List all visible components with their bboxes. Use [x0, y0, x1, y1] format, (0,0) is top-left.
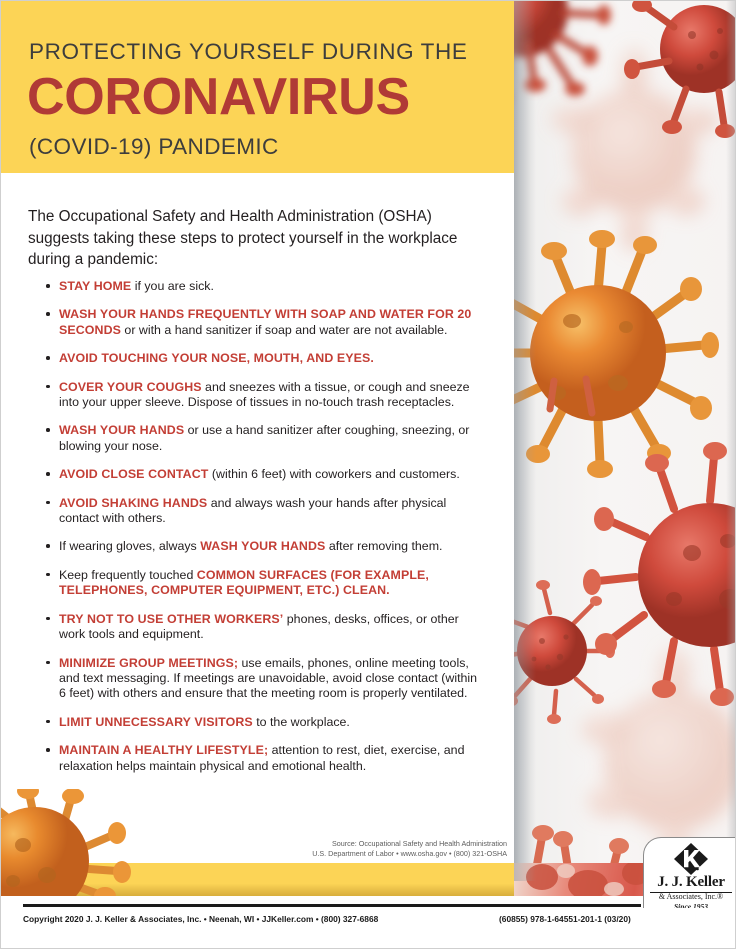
- bullet-lead: MINIMIZE GROUP MEETINGS;: [59, 655, 239, 670]
- footer-divider: [23, 904, 641, 907]
- bullet-dot: [46, 720, 50, 724]
- bullet-rest: after removing them.: [325, 539, 443, 554]
- list-item: [46, 568, 486, 599]
- bullet-dot: [46, 356, 50, 360]
- brand-logo-plate: [643, 837, 736, 908]
- list-item: [46, 656, 486, 702]
- bullet-lead: LIMIT UNNECESSARY VISITORS: [59, 714, 253, 729]
- virion-bottom-left-svg: [1, 789, 131, 896]
- list-item: [46, 423, 486, 454]
- bullet-lead: COMMON SURFACES (FOR EXAMPLE, TELEPHONES, COMPUTER EQUIPMENT, ETC.) CLEAN.: [59, 567, 429, 598]
- bullet-lead: COVER YOUR COUGHS: [59, 379, 202, 394]
- logo-wordmark: J. J. Keller: [650, 874, 732, 893]
- source-line-1: Source: Occupational Safety and Health Administration: [332, 839, 507, 848]
- virion-bottom-left: [1, 789, 131, 896]
- bullet-rest: phones, desks, offices, or other work tools and equipment.: [59, 611, 459, 642]
- bullet-lead: TRY NOT TO USE OTHER WORKERS’: [59, 611, 284, 626]
- bullet-lead: MAINTAIN A HEALTHY LIFESTYLE;: [59, 743, 269, 758]
- bullet-rest: or use a hand sanitizer after coughing, sneezing, or blowing your nose.: [59, 423, 470, 453]
- bullet-lead: AVOID TOUCHING YOUR NOSE, MOUTH, AND EYES.: [59, 351, 374, 366]
- bullet-prefix: If wearing gloves, always: [59, 539, 201, 554]
- bullet-prefix: Keep frequently touched: [59, 567, 197, 582]
- bullet-dot: [46, 573, 50, 577]
- virion-top-left: [514, 1, 611, 104]
- bullet-lead: WASH YOUR HANDS: [200, 539, 326, 554]
- bullet-rest: (within 6 feet) with coworkers and customers.: [208, 467, 460, 482]
- bullet-lead: STAY HOME: [59, 279, 132, 293]
- bullet-rest: and always wash your hands after physical contact with others.: [59, 495, 447, 526]
- source-attribution: [267, 839, 507, 858]
- bullet-rest: or with a hand sanitizer if soap and water are not available.: [120, 322, 448, 337]
- bullet-rest: attention to rest, diet, exercise, and relaxation helps maintain physical and emotional health.: [59, 743, 465, 773]
- bullet-dot: [46, 385, 50, 389]
- bullet-lead: AVOID CLOSE CONTACT: [59, 467, 209, 482]
- footer-product-code: (60855) 978-1-64551-201-1 (03/20): [499, 914, 631, 924]
- guidance-list: [46, 279, 486, 787]
- list-item: [46, 539, 486, 554]
- header-subline: (COVID-19) PANDEMIC: [29, 134, 279, 159]
- bullet-rest: use emails, phones, online meeting tools, and text messaging. If meetings are unavoidable, avoid close contact (within 6 feet) with others and ensure that the meeting room is properly ventilated.: [59, 655, 478, 701]
- virion-hero-orange: [514, 230, 719, 478]
- page-title: CORONAVIRUS: [27, 68, 410, 126]
- keller-diamond-k-icon: [671, 842, 711, 876]
- list-item: [46, 351, 486, 366]
- bullet-dot: [46, 748, 50, 752]
- bullet-dot: [46, 661, 50, 665]
- bullet-rest: and sneezes with a tissue, or cough and sneeze into your upper sleeve. Dispose of tissues in no-touch trash receptacles.: [59, 379, 470, 410]
- virion-large-right: [583, 442, 736, 706]
- virus-illustration-panel: [514, 1, 736, 881]
- intro-paragraph: The Occupational Safety and Health Administration (OSHA) suggests taking these steps to protect yourself in the workplace during a pandemic:: [28, 208, 458, 268]
- bullet-dot: [46, 617, 50, 621]
- bullet-lead: WASH YOUR HANDS: [59, 423, 185, 438]
- list-item: [46, 612, 486, 643]
- logo-since: Since 1953: [674, 902, 708, 908]
- bullet-lead: AVOID SHAKING HANDS: [59, 495, 208, 510]
- list-item: [46, 715, 486, 730]
- bullet-dot: [46, 284, 50, 288]
- list-item: [46, 307, 486, 338]
- header-kicker: PROTECTING YOURSELF DURING THE: [29, 39, 468, 64]
- bullet-dot: [46, 428, 50, 432]
- list-item: [46, 279, 486, 294]
- virus-background-svg: [514, 1, 736, 881]
- bullet-rest: if you are sick.: [131, 279, 214, 293]
- bullet-lead: WASH YOUR HANDS FREQUENTLY WITH SOAP AND WATER FOR 20 SECONDS: [59, 307, 472, 337]
- list-item: [46, 743, 486, 774]
- logo-subtitle: & Associates, Inc.®: [658, 892, 724, 901]
- bullet-dot: [46, 472, 50, 476]
- list-item: [46, 496, 486, 527]
- bullet-dot: [46, 544, 50, 548]
- bullet-rest: to the workplace.: [252, 714, 350, 729]
- footer-copyright: Copyright 2020 J. J. Keller & Associates, Inc. • Neenah, WI • JJKeller.com • (800) 327-6868: [23, 914, 379, 924]
- list-item: [46, 467, 486, 482]
- bullet-dot: [46, 501, 50, 505]
- bullet-dot: [46, 312, 50, 316]
- source-line-2: U.S. Department of Labor • www.osha.gov • (800) 321-OSHA: [312, 848, 507, 858]
- poster-header: [1, 1, 514, 173]
- list-item: [46, 380, 486, 411]
